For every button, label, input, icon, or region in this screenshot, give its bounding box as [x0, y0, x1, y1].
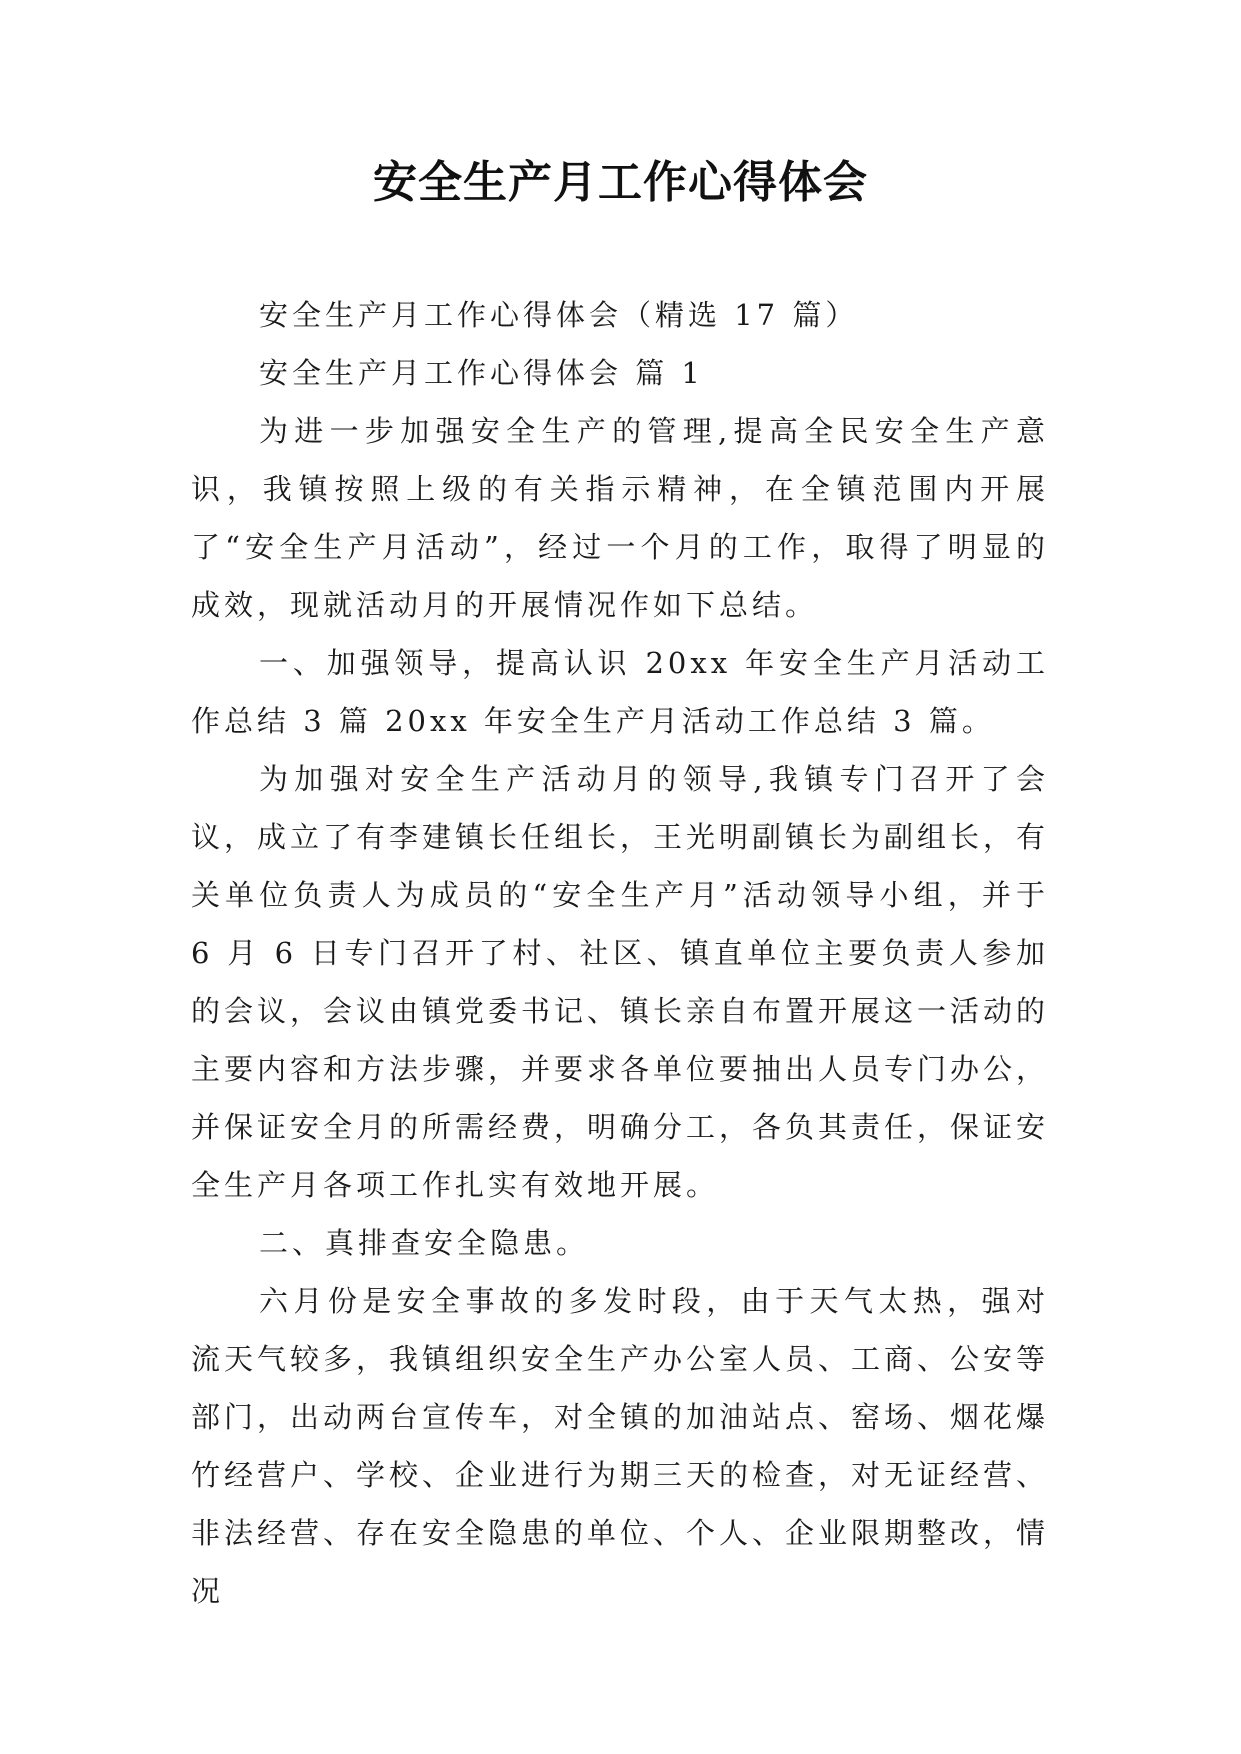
document-body	[191, 286, 1049, 1620]
paragraph-intro: 为进一步加强安全生产的管理,提高全民安全生产意识，我镇按照上级的有关指示精神，在全镇范围内开展了“安全生产月活动”，经过一个月的工作，取得了明显的成效，现就活动月的开展情况作如下总结。	[191, 414, 1049, 622]
paragraph-heading-one: 一、加强领导，提高认识 20xx 年安全生产月活动工作总结 3 篇 20xx 年安全生产月活动工作总结 3 篇。	[191, 646, 1049, 738]
paragraph-subtitle: 安全生产月工作心得体会（精选 17 篇）	[259, 298, 859, 332]
paragraph-leadership: 为加强对安全生产活动月的领导,我镇专门召开了会议，成立了有李建镇长任组长，王光明副镇长为副组长，有关单位负责人为成员的“安全生产月”活动领导小组，并于 6 月 6 日专门召开了村、社区、镇直单位主要负责人参加的会议，会议由镇党委书记、镇长亲自布置开展这一活动的主要内容和方法步骤，并要求各单位要抽出人员专门办公，并保证安全月的所需经费，明确分工，各负其责任，保证安全生产月各项工作扎实有效地开展。	[191, 762, 1050, 1202]
paragraph-heading-two: 二、真排查安全隐患。	[259, 1226, 590, 1260]
paragraph-inspection: 六月份是安全事故的多发时段，由于天气太热，强对流天气较多，我镇组织安全生产办公室人员、工商、公安等部门，出动两台宣传车，对全镇的加油站点、窑场、烟花爆竹经营户、学校、企业进行为期三天的检查，对无证经营、非法经营、存在安全隐患的单位、个人、企业限期整改，情况	[191, 1284, 1050, 1608]
paragraph-section-heading: 安全生产月工作心得体会 篇 1	[259, 356, 704, 390]
document-title: 安全生产月工作心得体会	[373, 157, 868, 208]
